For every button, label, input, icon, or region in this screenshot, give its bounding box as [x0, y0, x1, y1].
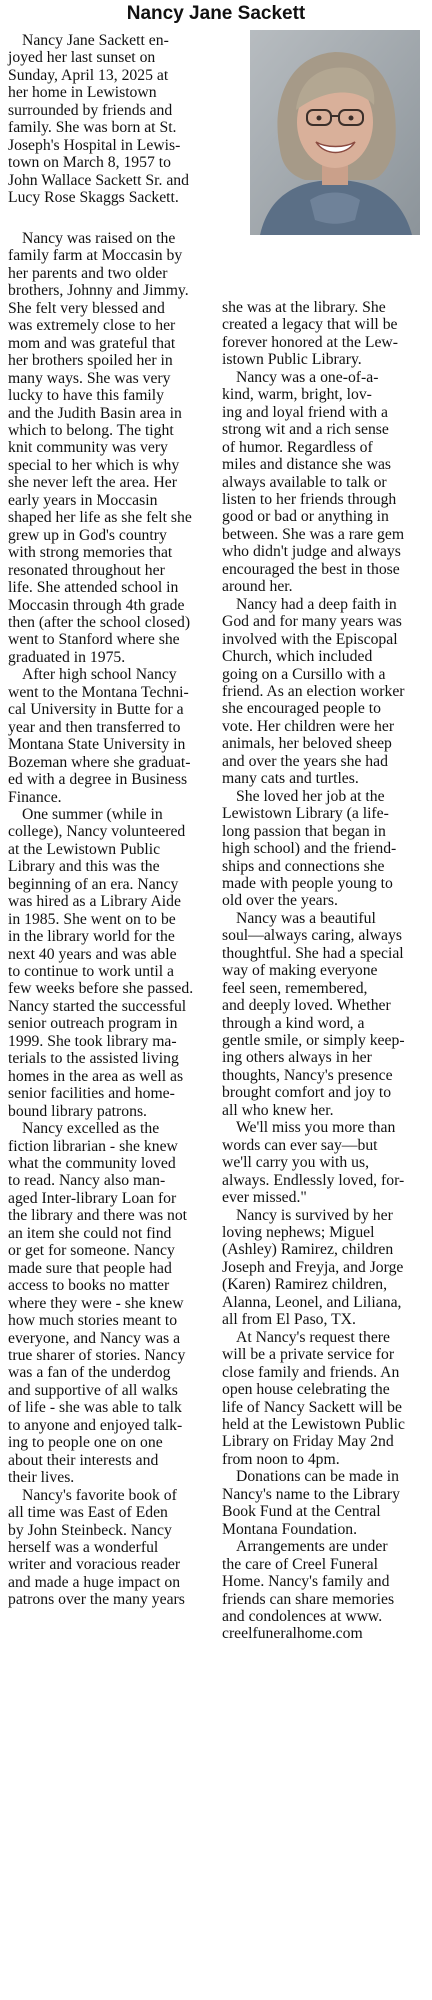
- text-line: made sure that people had: [8, 1259, 172, 1277]
- text-line: animals, her beloved sheep: [222, 735, 392, 753]
- text-line: an item she could not find: [8, 1224, 172, 1242]
- text-line: all time was East of Eden: [8, 1504, 168, 1522]
- text-line: (Ashley) Ramirez, children: [222, 1241, 394, 1259]
- text-line: Library and this was the: [8, 858, 160, 876]
- text-line: going on a Cursillo with a: [222, 665, 386, 683]
- text-line: was a fan of the underdog: [8, 1364, 171, 1382]
- text-line: miles and distance she was: [222, 456, 392, 474]
- intro-paragraph: [8, 32, 188, 207]
- text-line: homes in the area as well as: [8, 1067, 184, 1085]
- text-line: was extremely close to her: [8, 317, 176, 335]
- text-line: always available to talk or: [222, 473, 387, 491]
- text-line: senior outreach program in: [8, 1015, 178, 1033]
- text-line: words can ever say—but: [222, 1136, 378, 1154]
- text-line: At Nancy's request there: [236, 1328, 390, 1346]
- text-line: She felt very blessed and: [8, 299, 165, 317]
- text-line: of humor. Regardless of: [222, 438, 373, 456]
- text-line: open house celebrating the: [222, 1381, 390, 1399]
- text-line: from noon to 4pm.: [222, 1450, 340, 1468]
- text-line: few weeks before she passed.: [8, 980, 194, 998]
- text-line: her parents and two older: [8, 264, 168, 282]
- text-line: college), Nancy volunteered: [8, 823, 186, 841]
- text-line: old over the years.: [222, 892, 338, 910]
- portrait-photo: [250, 30, 420, 235]
- continuation-text: [222, 299, 426, 369]
- text-line: in the library world for the: [8, 928, 175, 946]
- text-line: how much stories meant to: [8, 1312, 178, 1330]
- text-line: brothers, Johnny and Jimmy.: [8, 282, 189, 300]
- text-line: special to her which is why: [8, 456, 180, 474]
- text-line: Lewistown Library (a life-: [222, 805, 389, 823]
- right-paragraph: [222, 369, 426, 596]
- text-line: forever honored at the Lew-: [222, 333, 398, 351]
- text-line: close family and friends. An: [222, 1363, 400, 1381]
- text-line: surrounded by friends and: [8, 101, 173, 119]
- left-paragraph: [8, 1120, 220, 1487]
- text-line: Finance.: [8, 788, 62, 806]
- text-line: joyed her last sunset on: [8, 49, 156, 67]
- text-line: involved with the Episcopal: [222, 630, 398, 648]
- text-line: Nancy excelled as the: [22, 1120, 160, 1138]
- text-line: Joseph's Hospital in Lewis-: [8, 136, 181, 154]
- text-line: Nancy had a deep faith in: [236, 595, 397, 613]
- text-line: and deeply loved. Whether: [222, 997, 391, 1015]
- portrait-image: [250, 30, 420, 235]
- text-line: vote. Her children were her: [222, 717, 395, 735]
- text-line: she never left the area. Her: [8, 474, 177, 492]
- text-line: Book Fund at the Central: [222, 1503, 381, 1521]
- text-line: writer and voracious reader: [8, 1556, 181, 1574]
- text-line: bound library patrons.: [8, 1102, 147, 1120]
- text-line: family farm at Moccasin by: [8, 247, 183, 265]
- left-paragraph: [8, 806, 220, 1120]
- text-line: at the Lewistown Public: [8, 840, 161, 858]
- text-line: Joseph and Freyja, and Jorge: [222, 1258, 404, 1276]
- text-line: loving nephews; Miguel: [222, 1224, 375, 1242]
- text-line: God and for many years was: [222, 613, 402, 631]
- text-line: Nancy started the successful: [8, 997, 187, 1015]
- text-line: between. She was a rare gem: [222, 525, 405, 543]
- text-line: Arrangements are under: [236, 1538, 388, 1556]
- text-line: she encouraged people to: [222, 700, 381, 718]
- text-line: the care of Creel Funeral: [222, 1555, 378, 1573]
- text-line: access to books no matter: [8, 1277, 170, 1295]
- text-line: went to Stanford where she: [8, 631, 180, 649]
- text-line: Nancy's name to the Library: [222, 1485, 400, 1503]
- text-line: beginning of an era. Nancy: [8, 875, 179, 893]
- right-paragraph: [222, 1119, 426, 1206]
- text-line: Nancy's favorite book of: [22, 1486, 177, 1504]
- text-line: mom and was grateful that: [8, 334, 176, 352]
- text-line: After high school Nancy: [22, 666, 177, 684]
- text-line: listen to her friends through: [222, 490, 397, 508]
- text-line: town on March 8, 1957 to: [8, 154, 171, 172]
- text-line: soul—always caring, always: [222, 927, 402, 945]
- text-line: thoughtful. She had a special: [222, 944, 404, 962]
- text-line: always. Endlessly loved, for-: [222, 1171, 405, 1189]
- text-line: Alanna, Leonel, and Liliana,: [222, 1293, 402, 1311]
- text-line: everyone, and Nancy was a: [8, 1329, 181, 1347]
- text-line: many ways. She was very: [8, 369, 171, 387]
- text-line: what the community loved: [8, 1155, 176, 1173]
- text-line: true sharer of stories. Nancy: [8, 1347, 186, 1364]
- text-line: She loved her job at the: [236, 787, 385, 805]
- text-line: aged Inter-library Loan for: [8, 1189, 177, 1207]
- text-line: istown Public Library.: [222, 351, 362, 369]
- right-paragraph: [222, 1468, 426, 1538]
- text-line: went to the Montana Techni-: [8, 683, 189, 701]
- text-line: ing to people one on one: [8, 1434, 163, 1452]
- text-line: Nancy Jane Sackett en-: [22, 32, 169, 49]
- text-line: held at the Lewistown Public: [222, 1416, 405, 1433]
- text-line: senior facilities and home-: [8, 1085, 175, 1103]
- text-line: herself was a wonderful: [8, 1538, 159, 1556]
- text-line: encouraged the best in those: [222, 560, 400, 578]
- text-line: good or bad or anything in: [222, 508, 389, 526]
- text-line: Donations can be made in: [236, 1468, 399, 1486]
- text-line: where they were - she knew: [8, 1294, 184, 1312]
- text-line: family. She was born at St.: [8, 119, 177, 137]
- text-line: brought comfort and joy to: [222, 1084, 392, 1102]
- text-line: creelfuneralhome.com: [222, 1625, 363, 1643]
- intro-text: [8, 32, 188, 207]
- text-line: friends can share memories: [222, 1590, 395, 1608]
- text-line: early years in Moccasin: [8, 491, 158, 509]
- text-line: their lives.: [8, 1469, 75, 1487]
- left-paragraph: [8, 230, 220, 666]
- text-line: and condolences at www.: [222, 1607, 383, 1625]
- right-paragraph: [222, 910, 426, 1119]
- text-line: ever missed.": [222, 1189, 307, 1207]
- text-line: was hired as a Library Aide: [8, 893, 181, 911]
- obituary-title: Nancy Jane Sackett: [126, 3, 306, 24]
- right-column: [222, 299, 426, 1643]
- left-paragraph: [8, 1487, 220, 1609]
- text-line: (Karen) Ramirez children,: [222, 1276, 388, 1294]
- text-line: ed with a degree in Business: [8, 771, 188, 789]
- text-line: to continue to work until a: [8, 963, 174, 981]
- text-line: high school) and the friend-: [222, 840, 397, 858]
- text-line: thoughts, Nancy's presence: [222, 1066, 393, 1084]
- text-line: gentle smile, or simply keep-: [222, 1032, 405, 1050]
- text-line: Library on Friday May 2nd: [222, 1433, 394, 1451]
- text-line: she was at the library. She: [222, 299, 386, 316]
- text-line: ing and loyal friend with a: [222, 403, 388, 421]
- text-line: of life - she was able to talk: [8, 1399, 182, 1417]
- text-line: resonated throughout her: [8, 561, 165, 579]
- text-line: many cats and turtles.: [222, 770, 359, 788]
- text-line: and the Judith Basin area in: [8, 404, 182, 422]
- text-line: patrons over the many years: [8, 1591, 185, 1609]
- text-line: Nancy was a beautiful: [236, 909, 376, 927]
- text-line: about their interests and: [8, 1451, 159, 1469]
- right-paragraph: [222, 1207, 426, 1329]
- text-line: Bozeman where she graduat-: [8, 753, 191, 771]
- text-line: way of making everyone: [222, 962, 378, 980]
- text-line: life. She attended school in: [8, 579, 179, 597]
- text-line: Church, which included: [222, 648, 373, 666]
- text-line: through a kind word, a: [222, 1014, 365, 1032]
- text-line: ing others always in her: [222, 1049, 372, 1067]
- text-line: We'll miss you more than: [236, 1119, 396, 1137]
- text-line: her brothers spoiled her in: [8, 352, 173, 370]
- text-line: One summer (while in: [22, 805, 163, 823]
- right-paragraph: [222, 1538, 426, 1643]
- text-line: fiction librarian - she knew: [8, 1137, 178, 1155]
- text-line: by John Steinbeck. Nancy: [8, 1521, 172, 1539]
- text-line: and over the years she had: [222, 752, 388, 770]
- text-line: kind, warm, bright, lov-: [222, 386, 372, 404]
- text-line: which to belong. The tight: [8, 421, 174, 439]
- text-line: around her.: [222, 578, 293, 596]
- text-line: in 1985. She went on to be: [8, 910, 176, 928]
- text-line: to read. Nancy also man-: [8, 1172, 166, 1190]
- text-line: shaped her life as she felt she: [8, 509, 192, 527]
- text-line: to anyone and enjoyed talk-: [8, 1416, 183, 1434]
- text-line: the library and there was not: [8, 1207, 188, 1225]
- text-line: made with people young to: [222, 874, 393, 892]
- text-line: all from El Paso, TX.: [222, 1311, 356, 1329]
- text-line: John Wallace Sackett Sr. and: [8, 171, 189, 189]
- text-line: Sunday, April 13, 2025 at: [8, 66, 169, 84]
- text-line: Nancy is survived by her: [236, 1206, 393, 1224]
- text-line: friend. As an election worker: [222, 682, 405, 700]
- right-paragraph: [222, 596, 426, 788]
- text-line: knit community was very: [8, 439, 168, 457]
- text-line: Nancy was a one-of-a-: [236, 368, 379, 386]
- text-line: grew up in God's country: [8, 526, 167, 544]
- text-line: life of Nancy Sackett will be: [222, 1398, 402, 1416]
- text-line: cal University in Butte for a: [8, 701, 184, 719]
- text-line: created a legacy that will be: [222, 316, 398, 334]
- left-paragraph: [8, 666, 220, 806]
- text-line: ships and connections she: [222, 857, 385, 875]
- text-line: next 40 years and was able: [8, 945, 177, 963]
- text-line: with strong memories that: [8, 544, 173, 562]
- text-line: Montana State University in: [8, 736, 186, 754]
- text-line: or get for someone. Nancy: [8, 1242, 175, 1260]
- text-line: graduated in 1975.: [8, 648, 126, 666]
- text-line: lucky to have this family: [8, 387, 164, 405]
- text-line: then (after the school closed): [8, 613, 191, 631]
- text-line: Home. Nancy's family and: [222, 1573, 390, 1591]
- text-line: and supportive of all walks: [8, 1381, 178, 1399]
- right-paragraph: [222, 1329, 426, 1469]
- text-line: strong wit and a rich sense: [222, 421, 389, 439]
- text-line: will be a private service for: [222, 1346, 395, 1364]
- left-column: [8, 230, 220, 1609]
- text-line: Montana Foundation.: [222, 1520, 358, 1538]
- text-line: long passion that began in: [222, 822, 386, 840]
- text-line: her home in Lewistown: [8, 84, 157, 102]
- text-line: Nancy was raised on the: [22, 230, 176, 247]
- text-line: year and then transferred to: [8, 718, 181, 736]
- text-line: and made a huge impact on: [8, 1573, 181, 1591]
- text-line: 1999. She took library ma-: [8, 1032, 177, 1050]
- right-paragraph: [222, 788, 426, 910]
- text-line: we'll carry you with us,: [222, 1154, 370, 1172]
- text-line: feel seen, remembered,: [222, 979, 368, 997]
- text-line: who didn't judge and always: [222, 543, 401, 561]
- text-line: all who knew her.: [222, 1101, 334, 1119]
- text-line: Lucy Rose Skaggs Sackett.: [8, 189, 179, 207]
- text-line: terials to the assisted living: [8, 1050, 179, 1068]
- text-line: Moccasin through 4th grade: [8, 596, 185, 614]
